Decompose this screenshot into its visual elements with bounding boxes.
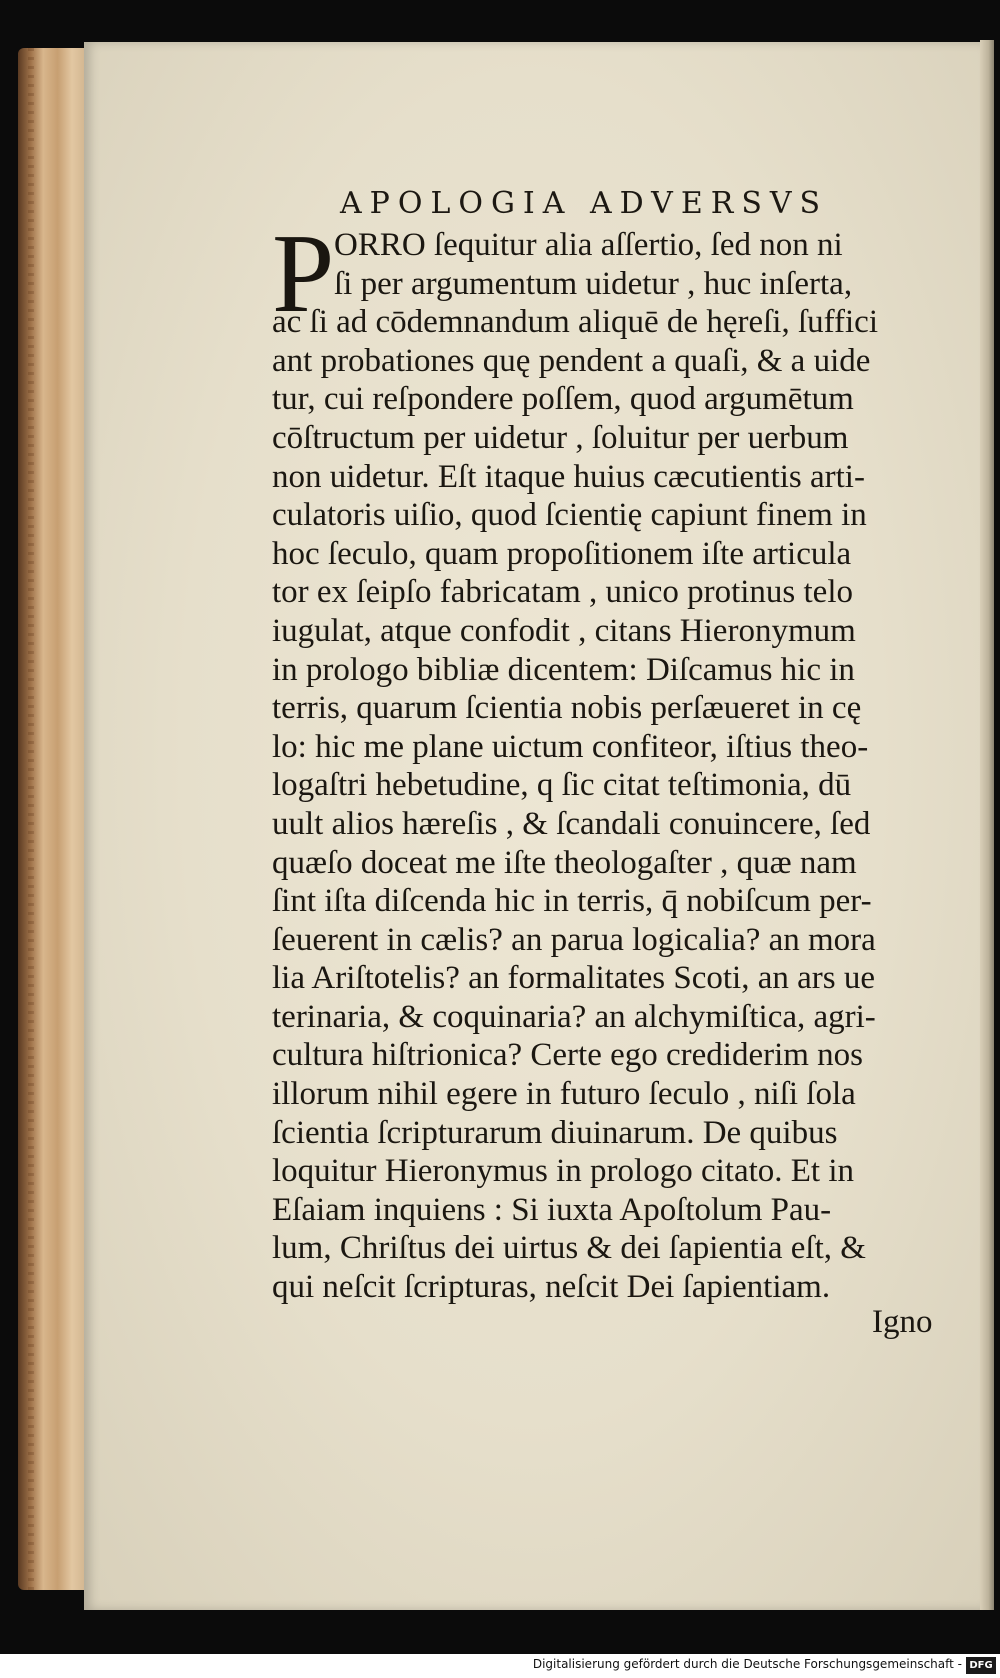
text-line: uult alios hæreſis , & ſcandali conuincere, ſed [272,805,871,842]
text-line: qui neſcit ſcripturas, neſcit Dei ſapientiam. [272,1269,831,1306]
text-line: lo: hic me plane uictum confiteor, iſtius theo- [272,728,869,765]
text-line: tur, cui reſpondere poſſem, quod argumētum [272,381,854,418]
text-line: non uidetur. Eſt itaque huius cæcutientis arti- [272,458,865,495]
digitization-footer [0,1654,1000,1678]
text-line: terinaria, & coquinaria? an alchymiſtica, agri- [272,998,876,1035]
page-fore-edge [980,40,994,1610]
text-line: lum, Chriſtus dei uirtus & dei ſapientia eſt, & [272,1230,866,1267]
text-line: ſi per argumentum uidetur , huc inſerta, [334,265,853,302]
text-line: ant probationes quę pendent a quaſi, & a uide [272,342,871,379]
text-line: quæſo doceat me iſte theologaſter , quæ nam [272,844,857,881]
text-line: logaſtri hebetudine, q ſic citat teſtimonia, dū [272,767,852,804]
running-head: APOLOGIA ADVERSVS [340,186,829,221]
text-line: ſeuerent in cælis? an parua logicalia? an mora [272,921,876,958]
catchword: Igno [872,1304,933,1340]
text-line: ſint iſta diſcenda hic in terris, q̄ nobiſcum per- [272,883,872,920]
body-text [272,212,954,1307]
text-line: cultura hiſtrionica? Certe ego crediderim nos [272,1037,864,1074]
text-line: terris, quarum ſcientia nobis perſæueret in cę [272,690,862,727]
text-line: ORRO ſequitur alia aſſertio, ſed non ni [334,227,843,263]
text-line: culatoris uiſio, quod ſcientię capiunt finem in [272,497,867,534]
text-line: loquitur Hieronymus in prologo citato. Et in [272,1153,855,1190]
text-line: tor ex ſeipſo fabricatam , unico protinus telo [272,574,853,611]
text-line: lia Ariſtotelis? an formalitates Scoti, an ars ue [272,960,875,997]
text-line: in prologo bibliæ dicentem: Diſcamus hic in [272,651,855,688]
text-line: iugulat, atque confodit , citans Hieronymum [272,612,856,649]
book-binding-edge [18,48,90,1590]
dfg-logo: DFG [966,1657,996,1674]
text-line: ac ſi ad cōdemnandum aliquē de hęreſi, ſuffici [272,304,878,341]
text-line: cōſtructum per uidetur , ſoluitur per uerbum [272,419,849,456]
drop-cap-initial: P [272,212,335,336]
text-line: Eſaiam inquiens : Si iuxta Apoſtolum Pau- [272,1191,832,1228]
text-line: illorum nihil egere in futuro ſeculo , niſi ſola [272,1076,856,1113]
text-line: ſcientia ſcripturarum diuinarum. De quibus [272,1114,838,1151]
text-line: hoc ſeculo, quam propoſitionem iſte articula [272,535,852,572]
funding-credit: Digitalisierung gefördert durch die Deutsche Forschungsgemeinschaft - [532,1657,962,1671]
